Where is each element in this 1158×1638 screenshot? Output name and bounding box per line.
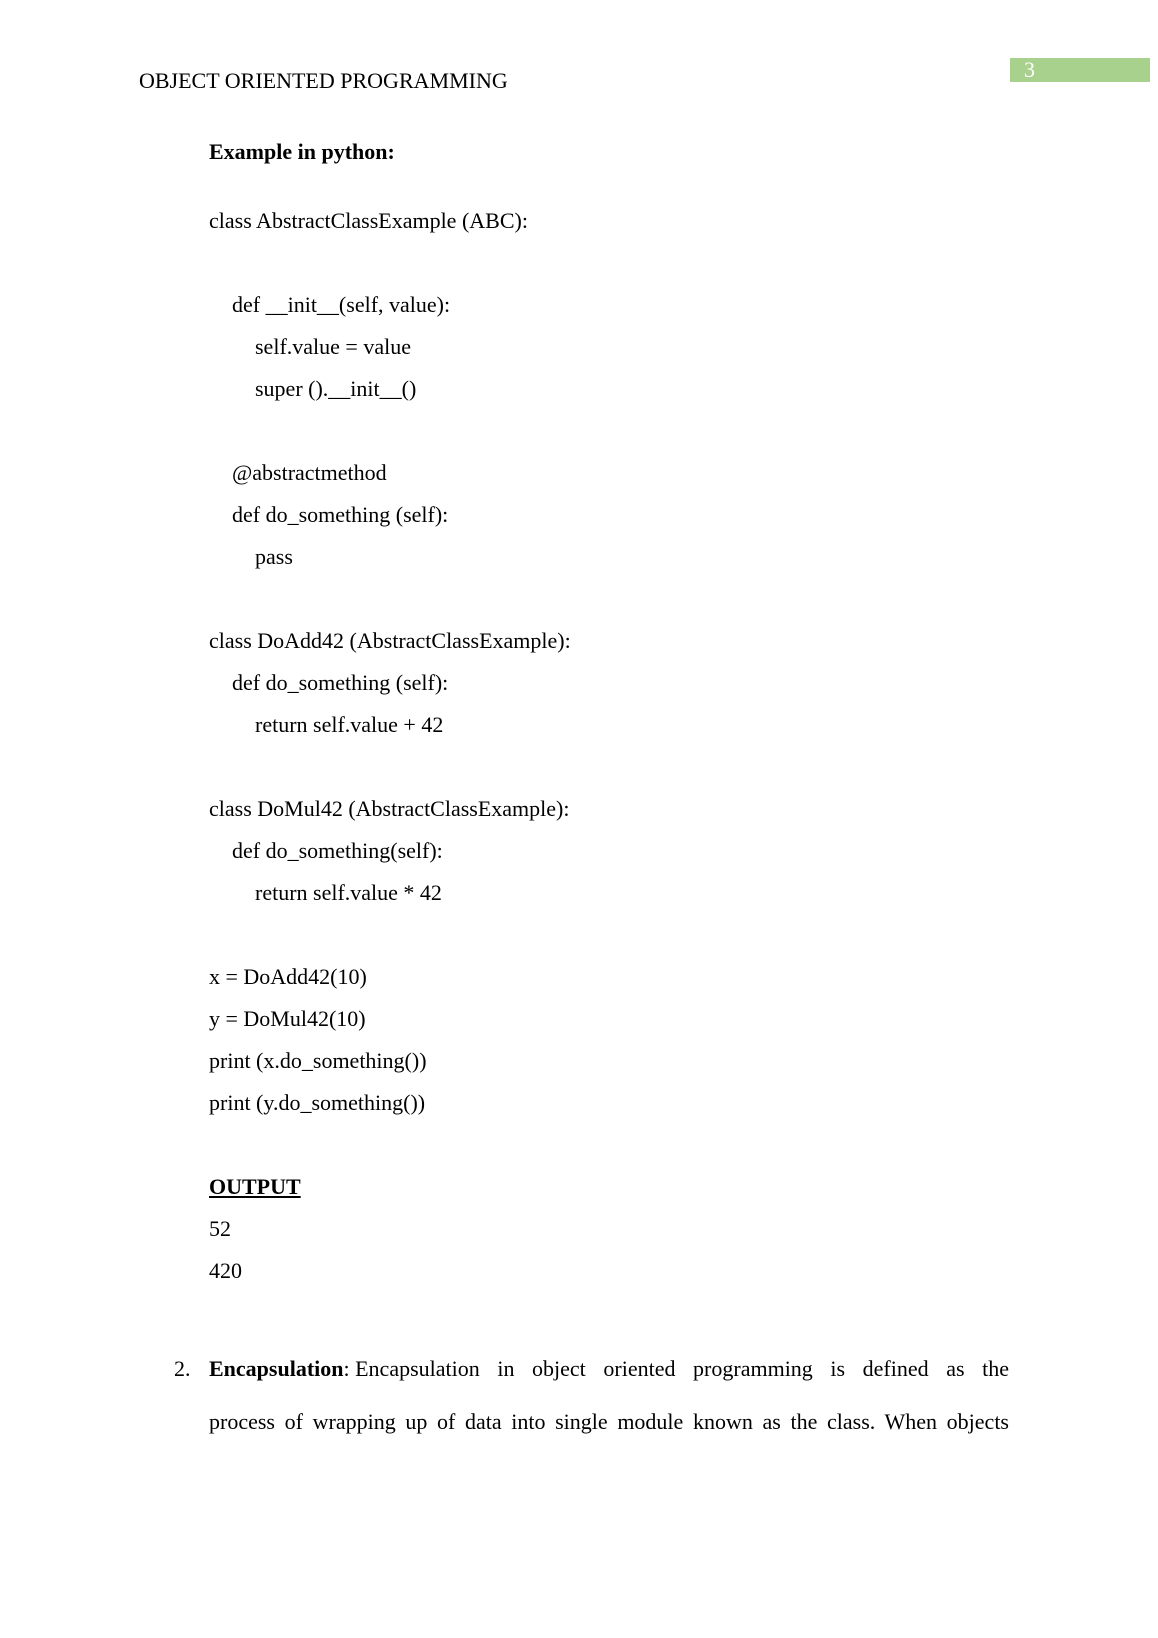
word: in: [497, 1356, 515, 1381]
code-line: def do_something (self):: [232, 670, 449, 695]
list-number: 2.: [174, 1356, 191, 1381]
code-line: pass: [255, 544, 293, 569]
code-line: def do_something(self):: [232, 838, 443, 863]
output-value: 420: [209, 1258, 242, 1283]
word: is: [830, 1356, 846, 1381]
code-line: return self.value * 42: [255, 880, 442, 905]
code-line: def __init__(self, value):: [232, 292, 451, 317]
code-line: def do_something (self):: [232, 502, 449, 527]
word: defined: [862, 1356, 929, 1381]
output-heading: OUTPUT: [209, 1174, 301, 1199]
code-line: return self.value + 42: [255, 712, 444, 737]
example-heading: Example in python:: [209, 139, 395, 164]
running-head: OBJECT ORIENTED PROGRAMMING: [139, 68, 508, 93]
code-line: self.value = value: [255, 334, 411, 359]
word: as: [946, 1356, 965, 1381]
word: : Encapsulation: [343, 1356, 480, 1381]
page-number-badge: [1010, 58, 1150, 82]
word: object: [532, 1356, 586, 1381]
code-line: class DoAdd42 (AbstractClassExample):: [209, 628, 571, 653]
term-encapsulation: Encapsulation: [209, 1356, 344, 1381]
word: oriented: [603, 1356, 676, 1381]
code-line: print (x.do_something()): [209, 1048, 427, 1073]
code-line: y = DoMul42(10): [209, 1006, 366, 1031]
code-line: class DoMul42 (AbstractClassExample):: [209, 796, 570, 821]
word: the: [982, 1356, 1009, 1381]
word: programming: [693, 1356, 813, 1381]
page-number: 3: [1024, 57, 1035, 82]
code-line: super ().__init__(): [255, 376, 417, 401]
code-line: x = DoAdd42(10): [209, 964, 367, 989]
paragraph-lead: [209, 1356, 480, 1382]
paragraph-line: process of wrapping up of data into single module known as the class. When objects: [209, 1409, 1009, 1434]
code-line: print (y.do_something()): [209, 1090, 426, 1115]
output-value: 52: [209, 1216, 231, 1241]
paragraph-line: [209, 1356, 1009, 1382]
code-line: class AbstractClassExample (ABC):: [209, 208, 528, 233]
code-line: @abstractmethod: [232, 460, 387, 485]
